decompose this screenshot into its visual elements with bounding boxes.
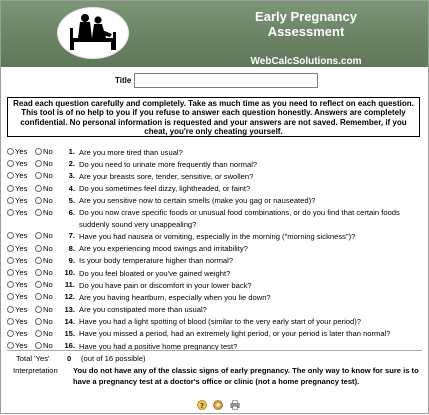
yes-radio[interactable] — [7, 257, 14, 264]
yes-option[interactable] — [7, 267, 27, 279]
no-option[interactable] — [35, 146, 53, 158]
yes-option[interactable] — [7, 195, 27, 207]
no-label: No — [43, 159, 53, 169]
no-option[interactable] — [35, 158, 53, 170]
question-text: Do you have pain or discomfort in your lower back? — [79, 280, 252, 290]
yes-option[interactable] — [7, 255, 27, 267]
no-label: No — [43, 147, 53, 156]
question-number: 14. — [64, 316, 75, 326]
no-radio[interactable] — [35, 257, 42, 264]
question-text: Have you had a light spotting of blood (similar to the very early start of your period)? — [79, 317, 361, 327]
question-text: Is your body temperature higher than normal? — [79, 256, 234, 266]
yes-option[interactable] — [7, 170, 27, 182]
question-number: 6. — [68, 207, 75, 217]
yes-label: Yes — [15, 147, 28, 156]
no-label: No — [43, 231, 53, 241]
question-row — [7, 291, 421, 303]
total-label: Total 'Yes' — [16, 354, 50, 363]
page-title-line1: Early Pregnancy — [255, 9, 357, 24]
interpretation-text: You do not have any of the classic signs of early pregnancy. The only way to know for sure is to have a pregnancy test at a doctor's office or clinic (not a home pregnancy test). — [73, 366, 419, 386]
yes-label: Yes — [15, 316, 28, 326]
no-option[interactable] — [35, 195, 53, 207]
yes-radio[interactable] — [7, 330, 14, 337]
help-icon[interactable] — [197, 397, 207, 410]
question-number: 11. — [64, 280, 75, 290]
page-title-line2: Assessment — [267, 24, 345, 39]
no-label: No — [43, 280, 53, 290]
no-label: No — [43, 292, 53, 302]
yes-label: Yes — [15, 292, 28, 302]
question-text: Are you experiencing mood swings and irritability? — [79, 244, 248, 254]
yes-option[interactable] — [7, 230, 27, 242]
no-option[interactable] — [35, 183, 53, 195]
page-title — [231, 9, 381, 39]
no-radio[interactable] — [35, 209, 42, 216]
question-text: Do you need to urinate more frequently than normal? — [79, 159, 258, 169]
no-label: No — [43, 268, 53, 277]
question-text: Are you more tired than usual? — [79, 147, 183, 157]
yes-option[interactable] — [7, 279, 27, 291]
no-label: No — [43, 316, 53, 326]
no-label: No — [43, 171, 53, 181]
question-text: Do you now crave specific foods or unusual food combinations, or do you find that certain foods suddenly sound very unappealing? — [79, 208, 400, 229]
question-number: 7. — [68, 231, 75, 241]
yes-label: Yes — [15, 341, 28, 351]
question-row — [7, 170, 421, 182]
yes-radio[interactable] — [7, 269, 14, 276]
question-row — [7, 328, 421, 340]
yes-radio[interactable] — [7, 172, 14, 179]
no-option[interactable] — [35, 291, 53, 303]
yes-radio[interactable] — [7, 342, 14, 349]
yes-option[interactable] — [7, 328, 27, 340]
yes-option[interactable] — [7, 158, 27, 170]
yes-radio[interactable] — [7, 293, 14, 300]
question-text: Are your breasts sore, tender, sensitive, or swollen? — [79, 171, 254, 181]
title-input[interactable] — [134, 73, 318, 88]
question-number: 10. — [64, 268, 75, 277]
yes-option[interactable] — [7, 316, 27, 328]
title-row — [1, 73, 428, 91]
no-label: No — [43, 243, 53, 253]
no-label: No — [43, 183, 53, 193]
question-number: 16. — [64, 341, 75, 351]
header-banner — [1, 1, 428, 67]
question-row — [7, 243, 421, 255]
question-text: Have you had a positive home pregnancy test? — [79, 341, 238, 351]
question-text: Have you missed a period, had an extremely light period, or your period is later than normal? — [79, 329, 391, 339]
question-text: Are you sensitive now to certain smells (make you gag or nauseated)? — [79, 196, 316, 206]
question-number: 5. — [68, 195, 75, 205]
no-radio[interactable] — [35, 330, 42, 337]
yes-label: Yes — [15, 304, 28, 314]
yes-label: Yes — [15, 207, 28, 217]
question-row — [7, 279, 421, 291]
question-number: 12. — [64, 292, 75, 302]
yes-label: Yes — [15, 328, 28, 338]
question-row — [7, 158, 421, 170]
title-label: Title — [115, 76, 132, 85]
question-number: 2. — [68, 159, 75, 169]
no-radio[interactable] — [35, 245, 42, 252]
no-option[interactable] — [35, 328, 53, 340]
yes-label: Yes — [15, 280, 28, 290]
yes-radio[interactable] — [7, 232, 14, 239]
question-row — [7, 207, 421, 231]
yes-label: Yes — [15, 255, 28, 265]
no-label: No — [43, 328, 53, 338]
no-option[interactable] — [35, 230, 53, 242]
no-radio[interactable] — [35, 197, 42, 204]
question-text: Are you constipated more than usual? — [79, 305, 207, 315]
interpretation-label: Interpretation — [13, 366, 58, 375]
svg-text:?: ? — [199, 401, 205, 410]
yes-radio[interactable] — [7, 185, 14, 192]
question-text: Have you had nausea or vomiting, especially in the morning ("morning sickness")? — [79, 231, 356, 241]
no-label: No — [43, 195, 53, 205]
site-link[interactable]: WebCalcSolutions.com — [250, 56, 362, 67]
no-radio[interactable] — [35, 148, 42, 155]
no-label: No — [43, 341, 53, 351]
yes-radio[interactable] — [7, 197, 14, 204]
no-option[interactable] — [35, 304, 53, 316]
question-number: 8. — [68, 243, 75, 253]
interpretation-row — [1, 365, 428, 389]
settings-icon[interactable] — [213, 397, 223, 407]
yes-option[interactable] — [7, 243, 27, 255]
no-radio[interactable] — [35, 306, 42, 313]
no-label: No — [43, 255, 53, 265]
total-value: 0 — [67, 354, 72, 363]
question-number: 15. — [64, 328, 75, 338]
question-text: Do you feel bloated or you've gained weight? — [79, 268, 231, 278]
yes-option[interactable] — [7, 207, 27, 219]
no-option[interactable] — [35, 316, 53, 328]
question-number: 3. — [68, 171, 75, 181]
no-radio[interactable] — [35, 269, 42, 276]
divider — [7, 350, 422, 351]
yes-option[interactable] — [7, 304, 27, 316]
yes-option[interactable] — [7, 183, 27, 195]
yes-option[interactable] — [7, 146, 27, 158]
yes-label: Yes — [15, 231, 28, 241]
instructions-box: Read each question carefully and completely. Take as much time as you need to reflect on each question. This tool is of no help to you if you refuse to answer each question honestly. Answers are completely confidential. No personal information is requested and your answers are not saved. Remember, if you cheat, you're only cheating yourself. — [7, 97, 420, 137]
question-list — [7, 146, 421, 352]
no-radio[interactable] — [35, 293, 42, 300]
question-row — [7, 255, 421, 267]
couple-on-bed-icon — [57, 7, 129, 59]
no-label: No — [43, 304, 53, 314]
print-icon[interactable] — [230, 397, 240, 407]
total-note: (out of 16 possible) — [81, 354, 146, 363]
no-option[interactable] — [35, 255, 53, 267]
question-row — [7, 146, 421, 158]
question-row — [7, 195, 421, 207]
question-text: Do you sometimes feel dizzy, lightheaded, or faint? — [79, 184, 251, 194]
question-text: Are you having heartburn, especially when you lie down? — [79, 292, 271, 302]
no-radio[interactable] — [35, 172, 42, 179]
no-radio[interactable] — [35, 232, 42, 239]
no-option[interactable] — [35, 243, 53, 255]
no-option[interactable] — [35, 279, 53, 291]
no-radio[interactable] — [35, 342, 42, 349]
no-radio[interactable] — [35, 318, 42, 325]
question-row — [7, 230, 421, 242]
no-radio[interactable] — [35, 185, 42, 192]
yes-label: Yes — [15, 243, 28, 253]
yes-label: Yes — [15, 183, 28, 193]
footer-toolbar — [197, 397, 242, 409]
question-number: 9. — [68, 255, 75, 265]
no-option[interactable] — [35, 207, 53, 219]
yes-radio[interactable] — [7, 281, 14, 288]
yes-radio[interactable] — [7, 209, 14, 216]
no-radio[interactable] — [35, 281, 42, 288]
yes-radio[interactable] — [7, 245, 14, 252]
question-number: 4. — [68, 183, 75, 193]
question-number: 1. — [68, 147, 75, 156]
no-label: No — [43, 207, 53, 217]
yes-label: Yes — [15, 195, 28, 205]
question-row — [7, 183, 421, 195]
question-number: 13. — [64, 304, 75, 314]
no-radio[interactable] — [35, 160, 42, 167]
yes-radio[interactable] — [7, 306, 14, 313]
yes-option[interactable] — [7, 291, 27, 303]
yes-label: Yes — [15, 159, 28, 169]
question-row — [7, 316, 421, 328]
yes-radio[interactable] — [7, 160, 14, 167]
no-option[interactable] — [35, 170, 53, 182]
question-row — [7, 267, 421, 279]
yes-radio[interactable] — [7, 148, 14, 155]
yes-radio[interactable] — [7, 318, 14, 325]
yes-label: Yes — [15, 171, 28, 181]
yes-label: Yes — [15, 268, 28, 277]
question-row — [7, 304, 421, 316]
no-option[interactable] — [35, 267, 53, 279]
